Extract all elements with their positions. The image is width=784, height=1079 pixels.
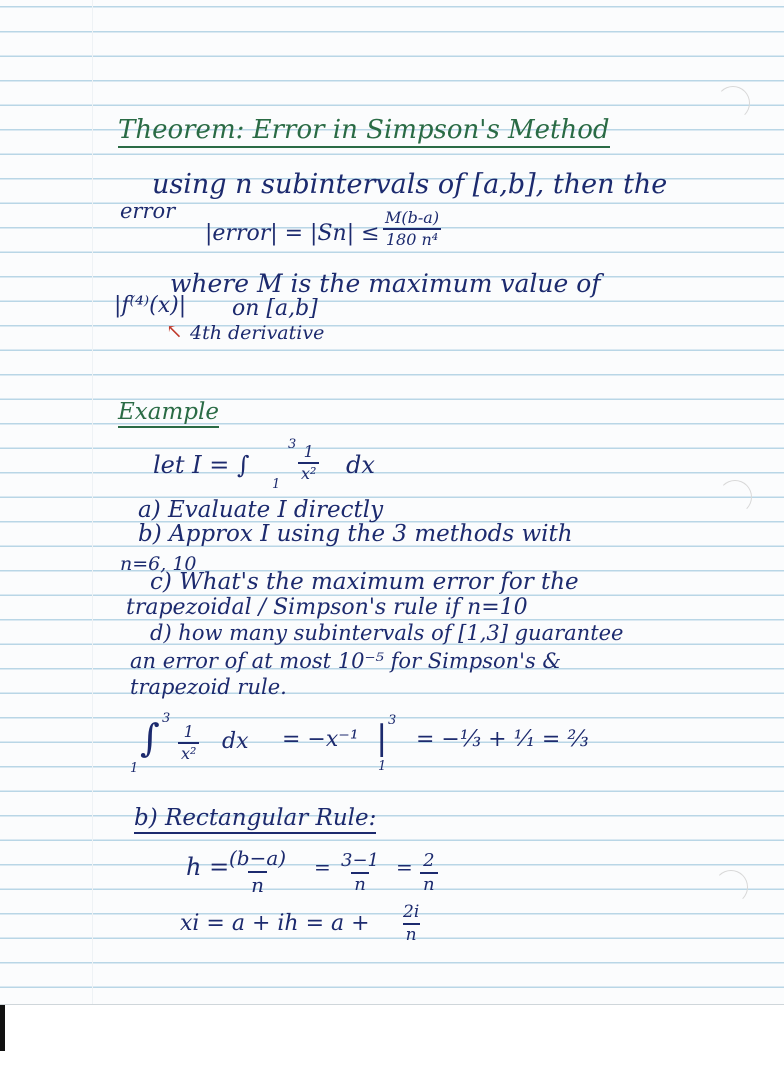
bound-numerator: M(b-a) bbox=[385, 208, 440, 227]
evaluation-upper: 3 bbox=[388, 713, 397, 728]
punch-hole-top bbox=[716, 86, 750, 120]
part-a: a) Evaluate I directly bbox=[138, 497, 384, 523]
solution-antiderivative: = −x⁻¹ bbox=[282, 727, 359, 752]
fourth-derivative-expression: |f⁽⁴⁾(x)| bbox=[114, 293, 187, 318]
rectangular-rule-label: b) Rectangular Rule: bbox=[134, 805, 376, 834]
xi-formula: xi = a + ih = a + bbox=[180, 911, 370, 936]
paper-edge bbox=[0, 1004, 784, 1005]
h-final-fraction bbox=[420, 850, 438, 895]
let-dx: dx bbox=[346, 451, 375, 479]
on-interval: on [a,b] bbox=[232, 296, 318, 321]
h-prefix: h = bbox=[186, 853, 230, 881]
part-c: c) What's the maximum error for the bbox=[150, 569, 579, 595]
h-final-numerator: 2 bbox=[423, 850, 435, 871]
part-d-line-2: an error of at most 10⁻⁵ for Simpson's & bbox=[130, 649, 562, 673]
punch-hole-bottom bbox=[714, 870, 748, 904]
theorem-line-1: using n subintervals of [a,b], then the bbox=[152, 169, 668, 200]
h-numerator: (b−a) bbox=[229, 846, 287, 870]
h-equals-2: = bbox=[396, 855, 413, 879]
solution-numerator: 1 bbox=[183, 722, 194, 741]
evaluation-lower: 1 bbox=[378, 759, 387, 774]
scan-edge-mark bbox=[0, 1005, 5, 1051]
h-middle-numerator: 3−1 bbox=[341, 850, 379, 871]
let-integral: let I = ∫ bbox=[153, 451, 250, 479]
xi-numerator: 2i bbox=[403, 902, 420, 922]
margin-line bbox=[92, 0, 93, 1005]
theorem-title: Theorem: Error in Simpson's Method bbox=[118, 116, 610, 148]
n-values: n=6, 10 bbox=[120, 553, 197, 575]
solution-integrand bbox=[178, 722, 199, 763]
h-final-denominator: n bbox=[420, 872, 438, 895]
evaluation-bar: | bbox=[376, 718, 388, 758]
solution-upper-limit: 3 bbox=[162, 711, 171, 726]
part-d: d) how many subintervals of [1,3] guarantee bbox=[150, 621, 624, 645]
solution-result: = −⅓ + ¹⁄₁ = ⅔ bbox=[416, 727, 589, 752]
fourth-derivative-annotation: 4th derivative bbox=[190, 322, 325, 344]
where-line: where M is the maximum value of bbox=[170, 269, 601, 298]
integrand-numerator: 1 bbox=[303, 442, 314, 461]
xi-fraction bbox=[400, 902, 422, 945]
h-fraction bbox=[226, 846, 289, 897]
annotation-arrow: ↖ bbox=[166, 319, 183, 343]
solution-integral-sign: ∫ bbox=[140, 716, 160, 760]
solution-denominator: x² bbox=[178, 742, 199, 763]
rectangular-rule-heading bbox=[134, 806, 376, 831]
h-equals-1: = bbox=[314, 855, 331, 879]
part-d-line-3: trapezoid rule. bbox=[130, 675, 287, 699]
solution-lower-limit: 1 bbox=[130, 761, 139, 776]
part-c-line-2: trapezoidal / Simpson's rule if n=10 bbox=[126, 595, 528, 620]
part-b: b) Approx I using the 3 methods with bbox=[138, 521, 573, 547]
h-middle-fraction bbox=[338, 850, 382, 895]
integrand-denominator: x² bbox=[298, 462, 319, 483]
let-integral-lower: 1 bbox=[272, 477, 281, 492]
h-middle-denominator: n bbox=[351, 872, 369, 895]
solution-dx: dx bbox=[222, 729, 249, 754]
error-bound-fraction bbox=[382, 208, 442, 249]
let-integral-upper: 3 bbox=[288, 437, 297, 452]
error-bound-lhs: |error| = |Sn| ≤ bbox=[205, 221, 380, 246]
example-heading: Example bbox=[118, 400, 219, 428]
h-denominator: n bbox=[248, 871, 267, 897]
error-word: error bbox=[120, 199, 176, 223]
let-integrand bbox=[298, 442, 319, 483]
punch-hole-middle bbox=[718, 480, 752, 514]
bound-denominator: 180 n⁴ bbox=[383, 228, 441, 249]
xi-denominator: n bbox=[403, 923, 420, 945]
